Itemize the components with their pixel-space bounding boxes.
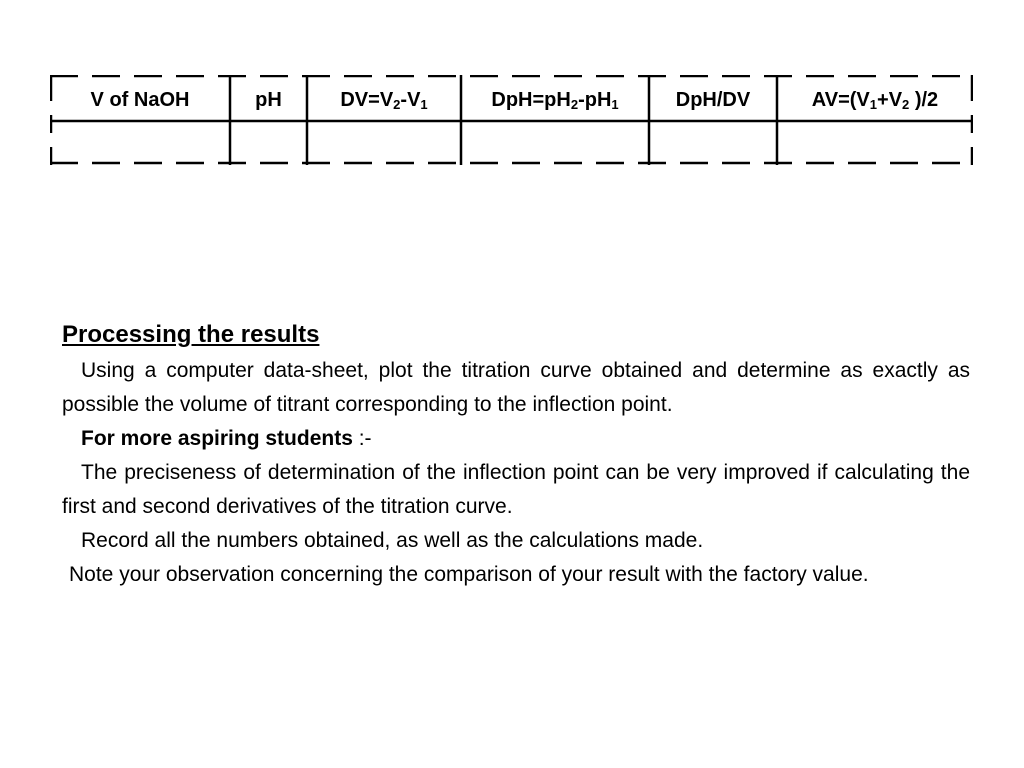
aspiring-label: For more aspiring students (81, 427, 353, 450)
paragraph-record: Record all the numbers obtained, as well as the calculations made. (81, 529, 704, 552)
header-dph-dv: DpH/DV (675, 89, 751, 111)
header-ph: pH (255, 89, 282, 111)
section-heading: Processing the results (62, 321, 320, 348)
aspiring-suffix: :- (352, 427, 372, 450)
header-av: $AV=(V_1+V_2$ )/2 (811, 89, 939, 112)
paragraph-observation: Note your observation concerning the comparison of your result with the factory value. (69, 563, 869, 586)
paragraph-derivatives: The preciseness of determination of the inflection point can be very improved if calculating the first and second derivatives of the titration curve. (62, 461, 970, 518)
processing-section (62, 316, 970, 592)
header-dph: $DpH=pH_2-pH_1$ (491, 89, 619, 112)
header-dv: $DV=V_2-V_1$ (340, 89, 428, 112)
paragraph-plot-curve: Using a computer data-sheet, plot the titration curve obtained and determine as exactly as possible the volume of titrant corresponding to the inflection point. (62, 359, 970, 416)
titration-table (50, 75, 973, 165)
header-v-of-naoh: V of NaOH (90, 89, 190, 111)
paragraph-aspiring (62, 422, 970, 456)
